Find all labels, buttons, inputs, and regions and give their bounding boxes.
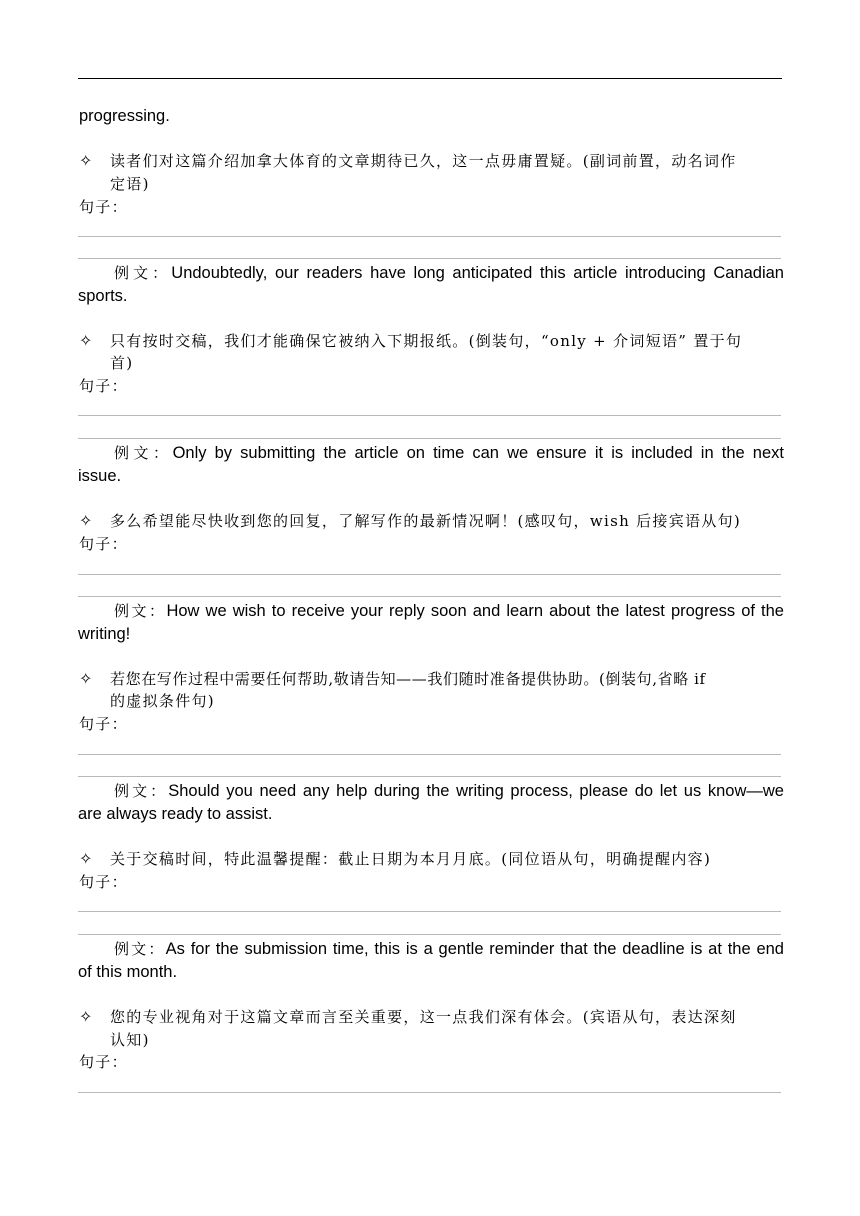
answer-line[interactable]: [78, 438, 781, 439]
example-sentence-continued: issue.: [78, 467, 122, 485]
example-label: 例文：: [114, 940, 166, 958]
answer-line[interactable]: [78, 258, 781, 259]
bullet-star-icon: ✧: [79, 1007, 93, 1026]
sentence-label: 句子：: [79, 535, 128, 553]
prompt-text-continued: 定语): [110, 175, 150, 193]
prompt-text: 读者们对这篇介绍加拿大体育的文章期待已久，这一点毋庸置疑。(副词前置，动名词作: [110, 152, 737, 170]
example-text: [78, 443, 784, 463]
continued-text-fragment: progressing.: [79, 107, 170, 125]
answer-line[interactable]: [78, 934, 781, 935]
answer-line[interactable]: [78, 415, 781, 416]
example-label: 例文：: [114, 444, 173, 462]
sentence-label: 句子：: [79, 715, 128, 733]
bullet-star-icon: ✧: [79, 669, 93, 688]
sentence-label: 句子：: [79, 873, 128, 891]
answer-line[interactable]: [78, 754, 781, 755]
answer-line[interactable]: [78, 596, 781, 597]
example-sentence-continued: writing!: [78, 625, 131, 643]
example-text: [78, 939, 784, 959]
answer-line[interactable]: [78, 911, 781, 912]
example-label: 例文：: [114, 782, 169, 800]
answer-line[interactable]: [78, 574, 781, 575]
example-sentence-continued: of this month.: [78, 963, 178, 981]
example-sentence: Should you need any help during the writing process, please do let us know—we: [168, 782, 784, 800]
answer-line[interactable]: [78, 1092, 781, 1093]
example-label: 例文：: [114, 602, 167, 620]
bullet-star-icon: ✧: [79, 151, 93, 170]
page-header-rule: [78, 78, 782, 79]
prompt-text-continued: 认知): [110, 1031, 150, 1049]
answer-line[interactable]: [78, 776, 781, 777]
prompt-text: 关于交稿时间，特此温馨提醒：截止日期为本月月底。(同位语从句，明确提醒内容): [110, 850, 712, 868]
prompt-text: 只有按时交稿，我们才能确保它被纳入下期报纸。(倒装句，“only + 介词短语” 置于句: [110, 332, 743, 350]
example-label: 例文：: [114, 264, 172, 282]
sentence-label: 句子：: [79, 377, 128, 395]
example-sentence: How we wish to receive your reply soon and learn about the latest progress of the: [166, 602, 784, 620]
example-text: [78, 781, 784, 801]
example-sentence-continued: sports.: [78, 287, 128, 305]
prompt-text: 多么希望能尽快收到您的回复，了解写作的最新情况啊！(感叹句，wish 后接宾语从句): [110, 512, 742, 530]
bullet-star-icon: ✧: [79, 331, 93, 350]
prompt-text-continued: 首): [110, 354, 134, 372]
answer-line[interactable]: [78, 236, 781, 237]
sentence-label: 句子：: [79, 1053, 128, 1071]
prompt-text: 您的专业视角对于这篇文章而言至关重要，这一点我们深有体会。(宾语从句，表达深刻: [110, 1008, 737, 1026]
prompt-text-continued: 的虚拟条件句): [110, 692, 215, 710]
example-sentence: Only by submitting the article on time can we ensure it is included in the next: [172, 444, 784, 462]
example-text: [78, 601, 784, 621]
bullet-star-icon: ✧: [79, 849, 93, 868]
example-sentence-continued: are always ready to assist.: [78, 805, 273, 823]
sentence-label: 句子：: [79, 198, 128, 216]
bullet-star-icon: ✧: [79, 511, 93, 530]
example-text: [78, 263, 784, 283]
example-sentence: Undoubtedly, our readers have long anticipated this article introducing Canadian: [171, 264, 784, 282]
example-sentence: As for the submission time, this is a gentle reminder that the deadline is at the end: [165, 940, 784, 958]
prompt-text: 若您在写作过程中需要任何帮助,敬请告知——我们随时准备提供协助。(倒装句,省略 if: [110, 670, 706, 688]
